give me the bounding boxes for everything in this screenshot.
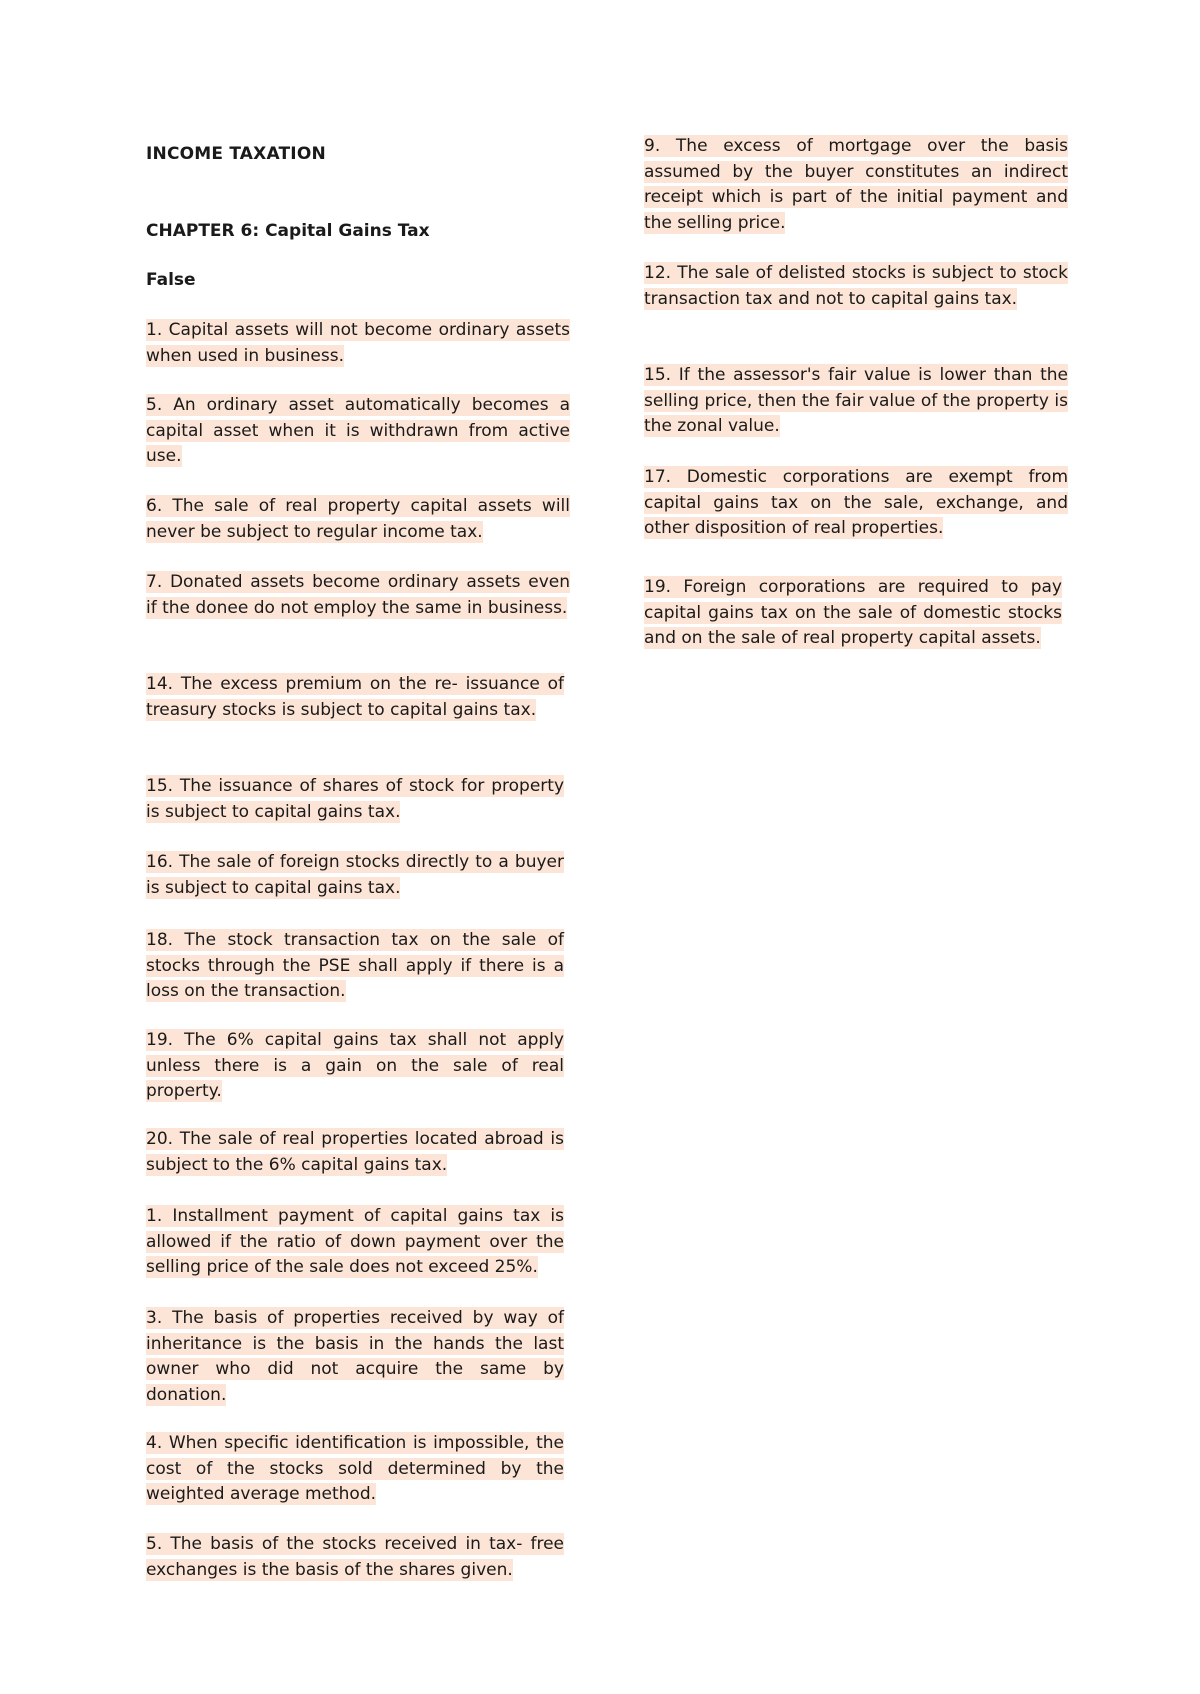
statement-item: 18. The stock transaction tax on the sale of stocks through the PSE shall apply if there is a loss on the transaction. — [146, 930, 564, 1001]
statement-item: 5. An ordinary asset automatically becomes a capital asset when it is withdrawn from active use. — [146, 395, 570, 466]
statement-item: 15. The issuance of shares of stock for property is subject to capital gains tax. — [146, 776, 564, 822]
statement-item: 20. The sale of real properties located abroad is subject to the 6% capital gains tax. — [146, 1129, 564, 1175]
chapter-heading: CHAPTER 6: Capital Gains Tax — [146, 221, 430, 241]
statement-item: 17. Domestic corporations are exempt from capital gains tax on the sale, exchange, and other disposition of real properties. — [644, 467, 1068, 538]
statement-item: 14. The excess premium on the re- issuance of treasury stocks is subject to capital gains tax. — [146, 674, 564, 720]
statement-item: 1. Installment payment of capital gains tax is allowed if the ratio of down payment over the selling price of the sale does not exceed 25%. — [146, 1206, 564, 1277]
statement-item: 6. The sale of real property capital assets will never be subject to regular income tax. — [146, 496, 570, 542]
statement-item: 4. When specific identification is impossible, the cost of the stocks sold determined by the weighted average method. — [146, 1433, 564, 1504]
document-title: INCOME TAXATION — [146, 144, 326, 164]
statement-item: 16. The sale of foreign stocks directly to a buyer is subject to capital gains tax. — [146, 852, 564, 898]
statement-item: 12. The sale of delisted stocks is subject to stock transaction tax and not to capital gains tax. — [644, 263, 1068, 309]
section-label: False — [146, 270, 196, 290]
statement-item: 9. The excess of mortgage over the basis assumed by the buyer constitutes an indirect receipt which is part of the initial payment and the selling price. — [644, 136, 1068, 233]
statement-item: 15. If the assessor's fair value is lower than the selling price, then the fair value of the property is the zonal value. — [644, 365, 1068, 436]
statement-item: 7. Donated assets become ordinary assets even if the donee do not employ the same in business. — [146, 572, 570, 618]
statement-item: 1. Capital assets will not become ordinary assets when used in business. — [146, 320, 570, 366]
statement-item: 19. The 6% capital gains tax shall not apply unless there is a gain on the sale of real property. — [146, 1030, 564, 1101]
statement-item: 5. The basis of the stocks received in tax- free exchanges is the basis of the shares given. — [146, 1534, 564, 1580]
statement-item: 19. Foreign corporations are required to pay capital gains tax on the sale of domestic stocks and on the sale of real property capital assets. — [644, 577, 1062, 648]
statement-item: 3. The basis of properties received by way of inheritance is the basis in the hands the last owner who did not acquire the same by donation. — [146, 1308, 564, 1405]
